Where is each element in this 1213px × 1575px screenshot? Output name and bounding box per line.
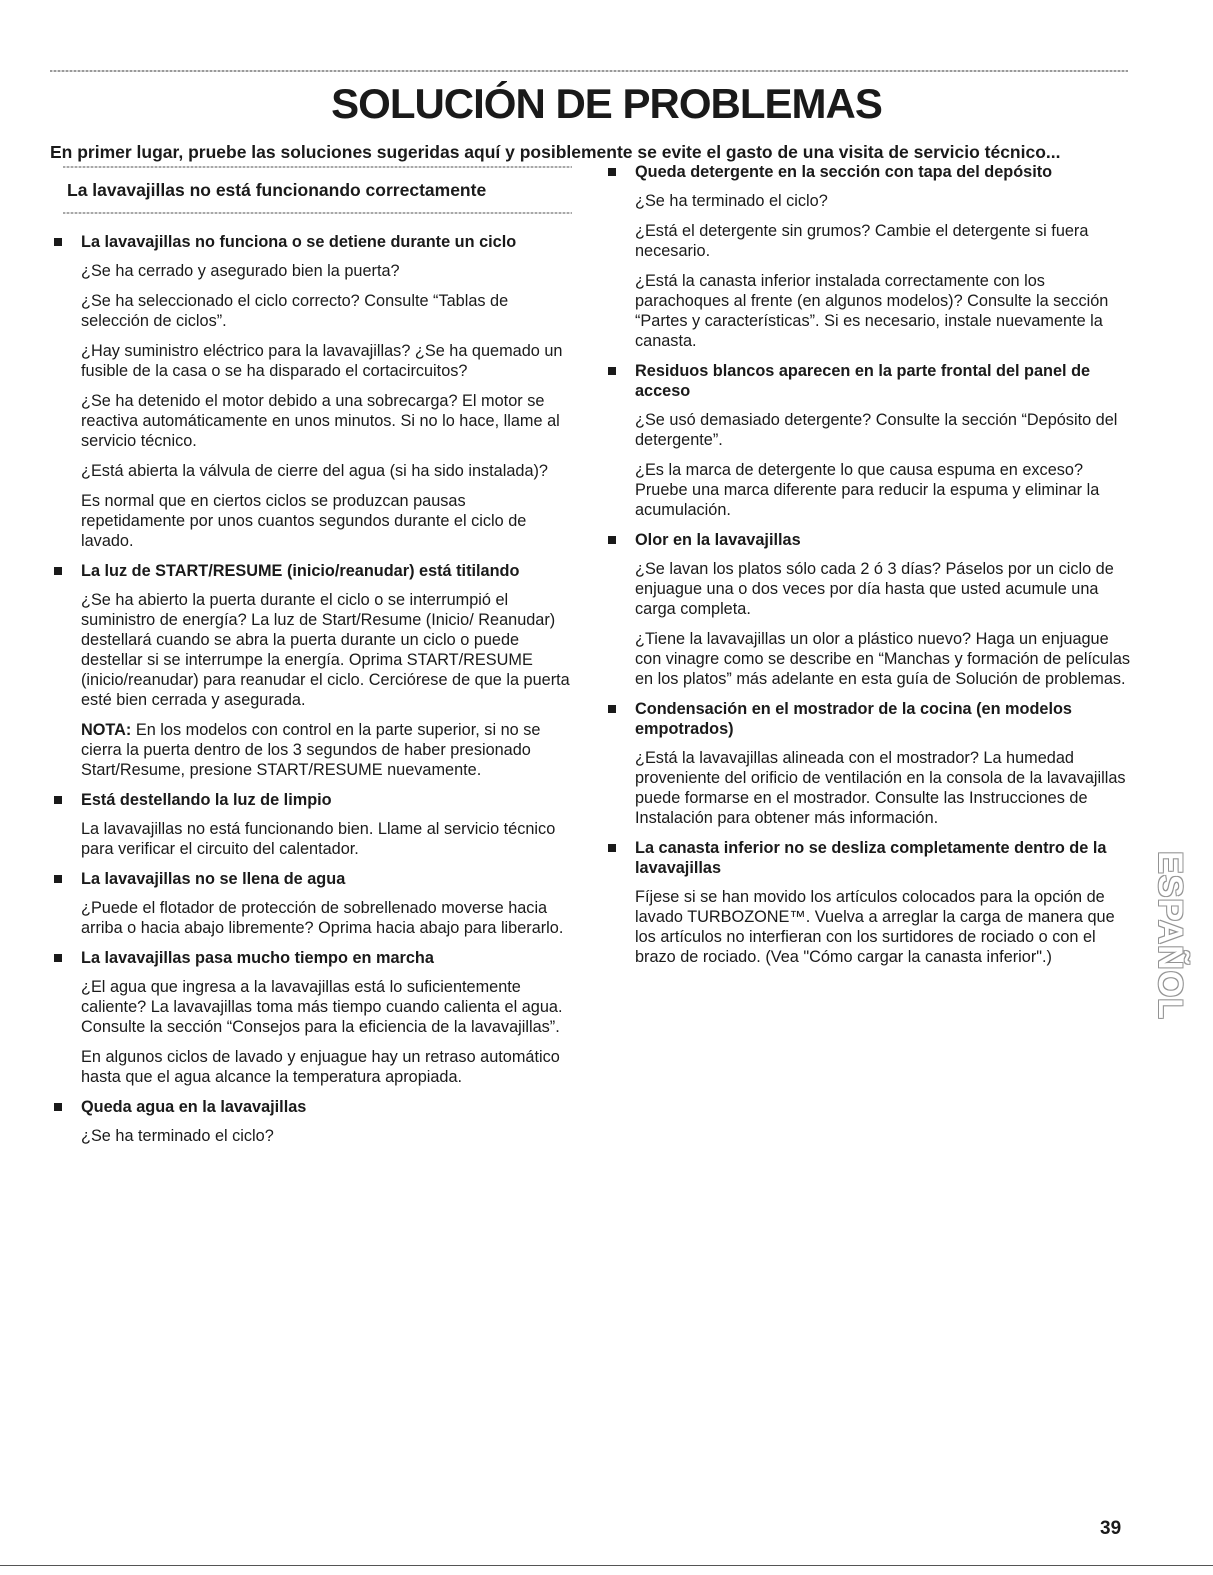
bullet-icon: [608, 705, 616, 713]
item-title: La lavavajillas pasa mucho tiempo en marcha: [81, 949, 434, 967]
section-heading: La lavavajillas no está funcionando correctamente: [67, 180, 487, 200]
bullet-icon: [54, 796, 62, 804]
item-text: Fíjese si se han movido los artículos colocados para la opción de lavado TURBOZONE™. Vuelva a arreglar la carga de manera que los artículos no interfieran con los surtidores de rociado o con el brazo de rociado. (Vea "Cómo cargar la canasta inferior".): [635, 888, 1115, 966]
troubleshoot-item-water-left: [50, 1097, 572, 1146]
bullet-icon: [54, 875, 62, 883]
item-title: Olor en la lavavajillas: [635, 531, 801, 549]
item-text: ¿Se ha seleccionado el ciclo correcto? Consulte “Tablas de selección de ciclos”.: [81, 292, 509, 330]
page-title: SOLUCIÓN DE PROBLEMAS: [331, 80, 882, 127]
bullet-icon: [54, 1103, 62, 1111]
language-tab-label: ESPAÑOL: [1150, 850, 1189, 1020]
item-text: ¿Se ha terminado el ciclo?: [635, 192, 828, 210]
item-text: ¿Es la marca de detergente lo que causa espuma en exceso? Pruebe una marca diferente para reducir la espuma y eliminar la acumulación.: [635, 461, 1100, 519]
nota-label: NOTA:: [81, 721, 132, 739]
item-text: ¿Está abierta la válvula de cierre del agua (si ha sido instalada)?: [81, 462, 548, 480]
bullet-icon: [608, 844, 616, 852]
bullet-icon: [608, 168, 616, 176]
troubleshoot-item-condensation: [604, 699, 1134, 828]
page-subtitle: En primer lugar, pruebe las soluciones sugeridas aquí y posiblemente se evite el gasto de una visita de servicio técnico...: [50, 142, 1061, 162]
item-text: Es normal que en ciertos ciclos se produzcan pausas repetidamente por unos cuantos segundos durante el ciclo de lavado.: [81, 492, 527, 550]
item-title: La lavavajillas no se llena de agua: [81, 870, 346, 888]
item-text: ¿El agua que ingresa a la lavavajillas está lo suficientemente caliente? La lavavajillas toma más tiempo cuando calienta el agua. Consulte la sección “Consejos para la eficiencia de la lavavajillas”.: [81, 978, 563, 1036]
item-text: ¿Se ha terminado el ciclo?: [81, 1127, 274, 1145]
bullet-icon: [608, 367, 616, 375]
troubleshoot-item-start-resume: [50, 561, 572, 780]
item-title: Residuos blancos aparecen en la parte frontal del panel de acceso: [635, 362, 1091, 400]
nota-body: En los modelos con control en la parte superior, si no se cierra la puerta dentro de los 3 segundos de haber presionado Start/Resume, presione START/RESUME nuevamente.: [81, 721, 541, 779]
troubleshoot-item-rack: [604, 838, 1134, 967]
item-title: La luz de START/RESUME (inicio/reanudar) está titilando: [81, 562, 520, 580]
item-text: ¿Se ha cerrado y asegurado bien la puerta?: [81, 262, 400, 280]
item-text: ¿Está el detergente sin grumos? Cambie el detergente si fuera necesario.: [635, 222, 1089, 260]
troubleshoot-item-odor: [604, 530, 1134, 689]
troubleshoot-item-stops: [50, 232, 572, 551]
item-text: ¿Está la lavavajillas alineada con el mostrador? La humedad proveniente del orificio de ventilación en la consola de la lavavajillas puede formarse en el mostrador. Consulte las Instrucciones de Instalación para obtener más información.: [635, 749, 1126, 827]
bullet-icon: [54, 238, 62, 246]
top-divider: [50, 70, 1128, 72]
troubleshoot-item-long-run: [50, 948, 572, 1087]
item-title: Está destellando la luz de limpio: [81, 791, 332, 809]
troubleshoot-item-no-fill: [50, 869, 572, 938]
item-text: ¿Se ha detenido el motor debido a una sobrecarga? El motor se reactiva automáticamente en unos minutos. Si no lo hace, llame al servicio técnico.: [81, 392, 560, 450]
bullet-icon: [608, 536, 616, 544]
item-text: ¿Está la canasta inferior instalada correctamente con los parachoques al frente (en algunos modelos)? Consulte la sección “Partes y características”. Si es necesario, instale nuevamente la canasta.: [635, 272, 1109, 350]
left-column: [50, 166, 572, 1156]
troubleshoot-item-detergent-left: [604, 162, 1134, 351]
item-title: La canasta inferior no se desliza completamente dentro de la lavavajillas: [635, 839, 1107, 877]
item-title: La lavavajillas no funciona o se detiene durante un ciclo: [81, 233, 517, 251]
item-text: ¿Se usó demasiado detergente? Consulte la sección “Depósito del detergente”.: [635, 411, 1118, 449]
item-text: ¿Tiene la lavavajillas un olor a plástico nuevo? Haga un enjuague con vinagre como se describe en “Manchas y formación de películas en los platos” más adelante en esta guía de Solución de problemas.: [635, 630, 1131, 688]
language-side-tab: [1148, 815, 1190, 1055]
item-title: Queda detergente en la sección con tapa del depósito: [635, 163, 1053, 181]
item-text: La lavavajillas no está funcionando bien. Llame al servicio técnico para verificar el circuito del calentador.: [81, 820, 556, 858]
page-number: 39: [1100, 1518, 1122, 1539]
troubleshoot-item-white-residue: [604, 361, 1134, 520]
troubleshoot-item-clean-light: [50, 790, 572, 859]
item-text: ¿Se lavan los platos sólo cada 2 ó 3 días? Páselos por un ciclo de enjuague una o dos veces por día hasta que usted acumule una carga completa.: [635, 560, 1114, 618]
item-text: ¿Se ha abierto la puerta durante el ciclo o se interrumpió el suministro de energía? La luz de Start/Resume (Inicio/ Reanudar) destellará cuando se abra la puerta durante un ciclo o puede destellar si se interrumpe la energía. Oprima START/RESUME (inicio/reanudar) para reanudar el ciclo. Cerciórese de que la puerta esté bien cerrada y asegurada.: [81, 591, 570, 709]
nota-text: [81, 720, 572, 780]
section-box: [63, 166, 572, 214]
bottom-divider: [0, 1565, 1213, 1566]
item-title: Condensación en el mostrador de la cocina (en modelos empotrados): [635, 700, 1072, 738]
item-text: ¿Puede el flotador de protección de sobrellenado moverse hacia arriba o hacia abajo libremente? Oprima hacia abajo para liberarlo.: [81, 899, 564, 937]
item-text: ¿Hay suministro eléctrico para la lavavajillas? ¿Se ha quemado un fusible de la casa o se ha disparado el cortacircuitos?: [81, 342, 563, 380]
item-text: En algunos ciclos de lavado y enjuague hay un retraso automático hasta que el agua alcance la temperatura apropiada.: [81, 1048, 560, 1086]
bullet-icon: [54, 567, 62, 575]
bullet-icon: [54, 954, 62, 962]
item-title: Queda agua en la lavavajillas: [81, 1098, 307, 1116]
right-column: [604, 162, 1134, 977]
